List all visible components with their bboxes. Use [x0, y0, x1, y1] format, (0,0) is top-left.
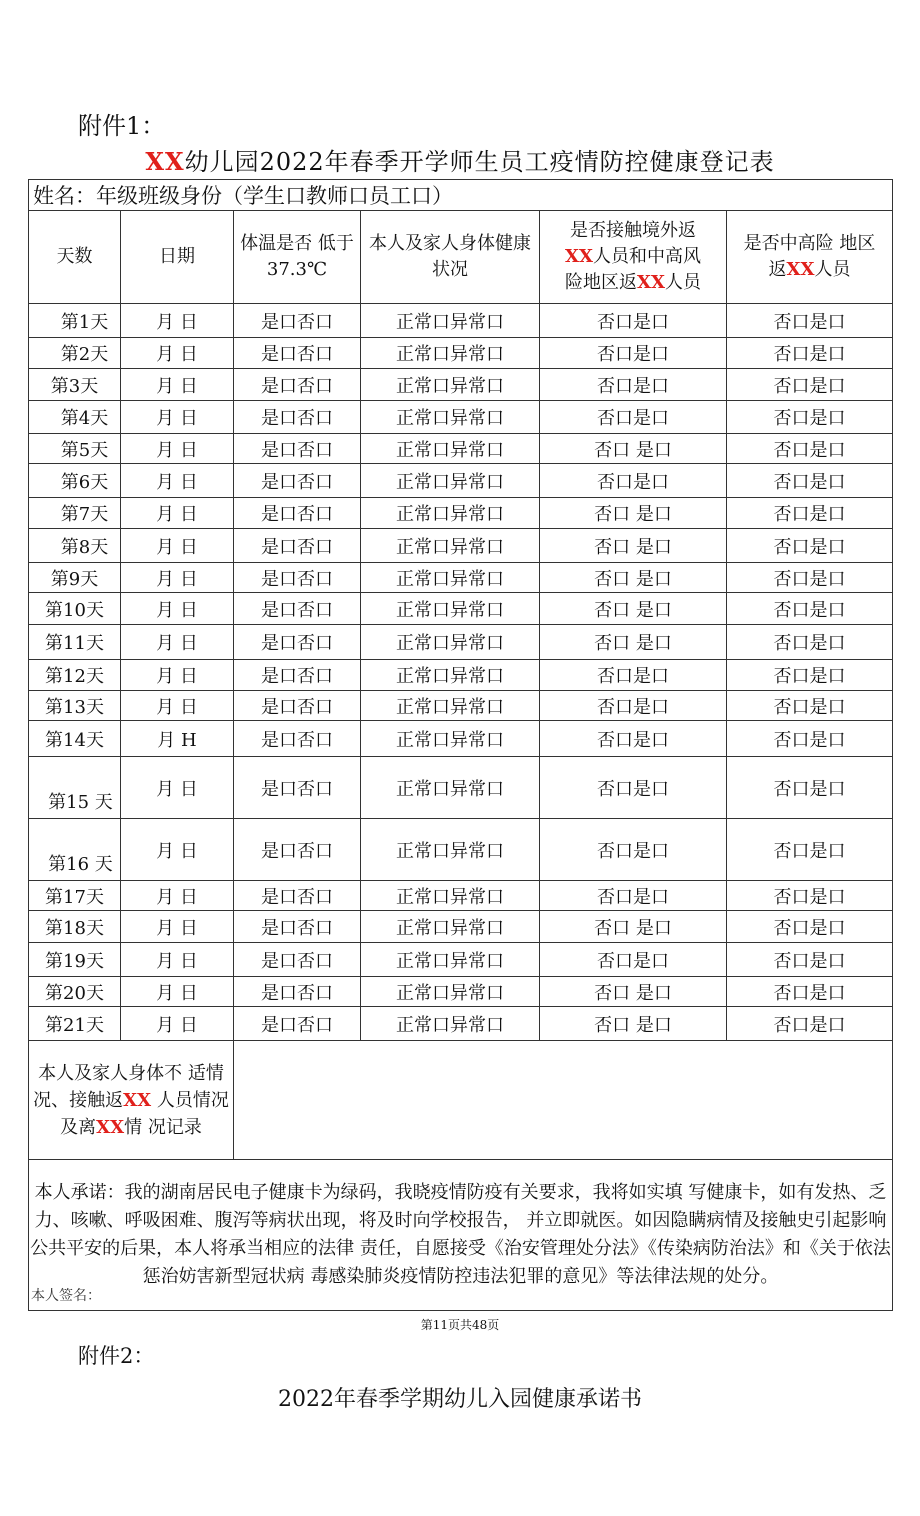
name-row: 姓名：年级班级身份（学生口教师口员工口） [29, 180, 893, 211]
table-row [29, 911, 893, 943]
date-cell: 月 日 [121, 1007, 234, 1041]
notes-label: 本人及家人身体不 适情况、接触返XX 人员情况及离XX情 况记录 [29, 1041, 234, 1160]
temp-checkbox-cell[interactable]: 是口否口 [234, 625, 361, 660]
table-row [29, 369, 893, 401]
health-checkbox-cell[interactable]: 正常口异常口 [361, 434, 540, 464]
day-cell: 第11天 [29, 625, 121, 660]
day-cell: 第9天 [29, 563, 121, 593]
risk-checkbox-cell[interactable]: 否口是口 [727, 304, 893, 338]
header-health: 本人及家人身体健康状况 [361, 211, 540, 304]
temp-checkbox-cell[interactable]: 是口否口 [234, 660, 361, 691]
table-row [29, 498, 893, 529]
day-cell: 第5天 [29, 434, 121, 464]
health-checkbox-cell[interactable]: 正常口异常口 [361, 691, 540, 721]
date-cell: 月 日 [121, 563, 234, 593]
risk-checkbox-cell[interactable]: 否口是口 [727, 911, 893, 943]
date-cell: 月 H [121, 721, 234, 757]
date-cell: 月 日 [121, 757, 234, 819]
health-checkbox-cell[interactable]: 正常口异常口 [361, 369, 540, 401]
risk-checkbox-cell[interactable]: 否口是口 [727, 881, 893, 911]
risk-checkbox-cell[interactable]: 否口是口 [727, 977, 893, 1007]
temp-checkbox-cell[interactable]: 是口否口 [234, 943, 361, 977]
table-row [29, 757, 893, 819]
risk-checkbox-cell[interactable]: 否口是口 [727, 529, 893, 563]
date-cell: 月 日 [121, 464, 234, 498]
date-cell: 月 日 [121, 434, 234, 464]
table-row [29, 401, 893, 434]
day-cell: 第7天 [29, 498, 121, 529]
risk-checkbox-cell[interactable]: 否口是口 [727, 819, 893, 881]
health-checkbox-cell[interactable]: 正常口异常口 [361, 401, 540, 434]
table-row [29, 943, 893, 977]
day-cell: 第16 天 [29, 819, 121, 881]
contact-checkbox-cell[interactable]: 否口是口 [540, 660, 727, 691]
date-cell: 月 日 [121, 498, 234, 529]
table-row [29, 691, 893, 721]
contact-checkbox-cell[interactable]: 否口是口 [540, 304, 727, 338]
temp-checkbox-cell[interactable]: 是口否口 [234, 691, 361, 721]
header-date: 日期 [121, 211, 234, 304]
health-checkbox-cell[interactable]: 正常口异常口 [361, 1007, 540, 1041]
date-cell: 月 日 [121, 911, 234, 943]
header-risk: 是否中高险 地区 返XX人员 [727, 211, 893, 304]
table-row [29, 721, 893, 757]
header-days: 天数 [29, 211, 121, 304]
health-checkbox-cell[interactable]: 正常口异常口 [361, 498, 540, 529]
day-cell: 第1天 [29, 304, 121, 338]
date-cell: 月 日 [121, 338, 234, 369]
risk-checkbox-cell[interactable]: 否口是口 [727, 691, 893, 721]
promise-text: 本人承诺：我的湖南居民电子健康卡为绿码，我晓疫情防疫有关要求，我将如实填 写健康卡，如有发热、乏力、咳嗽、呼吸困难、腹泻等病状出现，将及时向学校报告， 并立即就医。如因隐瞒病情及接触史引起影响公共平安的后果，本人将承当相应的法律 责任，自愿接受《治安管理处分法》《传染病防治法》和《关于依法惩治妨害新型冠状病 毒感染肺炎疫情防控违法犯罪的意见》等法律法规的处分。 本人签名： [29, 1160, 893, 1311]
day-cell: 第17天 [29, 881, 121, 911]
table-row [29, 563, 893, 593]
health-registration-table [28, 179, 893, 1311]
day-cell: 第3天 [29, 369, 121, 401]
risk-checkbox-cell[interactable]: 否口是口 [727, 660, 893, 691]
contact-checkbox-cell[interactable]: 否口 是口 [540, 625, 727, 660]
contact-checkbox-cell[interactable]: 否口 是口 [540, 593, 727, 625]
risk-checkbox-cell[interactable]: 否口是口 [727, 434, 893, 464]
table-row [29, 434, 893, 464]
day-cell: 第4天 [29, 401, 121, 434]
contact-checkbox-cell[interactable]: 否口 是口 [540, 529, 727, 563]
day-cell: 第12天 [29, 660, 121, 691]
health-checkbox-cell[interactable]: 正常口异常口 [361, 529, 540, 563]
temp-checkbox-cell[interactable]: 是口否口 [234, 563, 361, 593]
risk-checkbox-cell[interactable]: 否口是口 [727, 498, 893, 529]
table-row [29, 881, 893, 911]
contact-checkbox-cell[interactable]: 否口是口 [540, 819, 727, 881]
day-cell: 第14天 [29, 721, 121, 757]
day-cell: 第18天 [29, 911, 121, 943]
notes-field[interactable] [234, 1041, 893, 1160]
health-checkbox-cell[interactable]: 正常口异常口 [361, 625, 540, 660]
contact-checkbox-cell[interactable]: 否口 是口 [540, 1007, 727, 1041]
table-row [29, 625, 893, 660]
date-cell: 月 日 [121, 819, 234, 881]
table-row [29, 464, 893, 498]
risk-checkbox-cell[interactable]: 否口是口 [727, 563, 893, 593]
health-checkbox-cell[interactable]: 正常口异常口 [361, 977, 540, 1007]
temp-checkbox-cell[interactable]: 是口否口 [234, 1007, 361, 1041]
commitment-title: 2022年春季学期幼儿入园健康承诺书 [278, 1387, 642, 1412]
table-row [29, 977, 893, 1007]
health-checkbox-cell[interactable]: 正常口异常口 [361, 819, 540, 881]
contact-checkbox-cell[interactable]: 否口是口 [540, 881, 727, 911]
table-row [29, 529, 893, 563]
date-cell: 月 日 [121, 401, 234, 434]
signature-label: 本人签名： [31, 1288, 101, 1304]
table-row [29, 819, 893, 881]
temp-checkbox-cell[interactable]: 是口否口 [234, 593, 361, 625]
day-cell: 第13天 [29, 691, 121, 721]
temp-checkbox-cell[interactable]: 是口否口 [234, 977, 361, 1007]
date-cell: 月 日 [121, 529, 234, 563]
risk-checkbox-cell[interactable]: 否口是口 [727, 338, 893, 369]
day-cell: 第2天 [29, 338, 121, 369]
contact-checkbox-cell[interactable]: 否口是口 [540, 721, 727, 757]
temp-checkbox-cell[interactable]: 是口否口 [234, 498, 361, 529]
temp-checkbox-cell[interactable]: 是口否口 [234, 401, 361, 434]
date-cell: 月 日 [121, 660, 234, 691]
temp-checkbox-cell[interactable]: 是口否口 [234, 529, 361, 563]
contact-checkbox-cell[interactable]: 否口是口 [540, 369, 727, 401]
date-cell: 月 日 [121, 625, 234, 660]
day-cell: 第10天 [29, 593, 121, 625]
contact-checkbox-cell[interactable]: 否口是口 [540, 338, 727, 369]
date-cell: 月 日 [121, 304, 234, 338]
health-checkbox-cell[interactable]: 正常口异常口 [361, 563, 540, 593]
health-checkbox-cell[interactable]: 正常口异常口 [361, 943, 540, 977]
date-cell: 月 日 [121, 369, 234, 401]
temp-checkbox-cell[interactable]: 是口否口 [234, 881, 361, 911]
contact-checkbox-cell[interactable]: 否口是口 [540, 464, 727, 498]
day-cell: 第8天 [29, 529, 121, 563]
form-title [0, 142, 920, 177]
temp-checkbox-cell[interactable]: 是口否口 [234, 819, 361, 881]
risk-checkbox-cell[interactable]: 否口是口 [727, 1007, 893, 1041]
header-row [29, 211, 893, 304]
contact-checkbox-cell[interactable]: 否口是口 [540, 757, 727, 819]
health-checkbox-cell[interactable]: 正常口异常口 [361, 881, 540, 911]
contact-checkbox-cell[interactable]: 否口 是口 [540, 498, 727, 529]
day-cell: 第19天 [29, 943, 121, 977]
temp-checkbox-cell[interactable]: 是口否口 [234, 721, 361, 757]
contact-checkbox-cell[interactable]: 否口 是口 [540, 434, 727, 464]
health-checkbox-cell[interactable]: 正常口异常口 [361, 911, 540, 943]
header-temp: 体温是否 低于37.3℃ [234, 211, 361, 304]
date-cell: 月 日 [121, 593, 234, 625]
health-checkbox-cell[interactable]: 正常口异常口 [361, 660, 540, 691]
contact-checkbox-cell[interactable]: 否口 是口 [540, 911, 727, 943]
table-row [29, 593, 893, 625]
health-checkbox-cell[interactable]: 正常口异常口 [361, 304, 540, 338]
risk-checkbox-cell[interactable]: 否口是口 [727, 757, 893, 819]
health-checkbox-cell[interactable]: 正常口异常口 [361, 338, 540, 369]
table-row [29, 338, 893, 369]
risk-checkbox-cell[interactable]: 否口是口 [727, 721, 893, 757]
notes-row [29, 1041, 893, 1160]
health-checkbox-cell[interactable]: 正常口异常口 [361, 757, 540, 819]
attachment2-label: 附件2： [78, 1344, 155, 1368]
date-cell: 月 日 [121, 943, 234, 977]
temp-checkbox-cell[interactable]: 是口否口 [234, 434, 361, 464]
date-cell: 月 日 [121, 691, 234, 721]
day-cell: 第21天 [29, 1007, 121, 1041]
attachment-label: 附件1： [78, 112, 166, 140]
risk-checkbox-cell[interactable]: 否口是口 [727, 943, 893, 977]
health-checkbox-cell[interactable]: 正常口异常口 [361, 593, 540, 625]
contact-checkbox-cell[interactable]: 否口是口 [540, 943, 727, 977]
contact-checkbox-cell[interactable]: 否口是口 [540, 401, 727, 434]
health-checkbox-cell[interactable]: 正常口异常口 [361, 464, 540, 498]
day-cell: 第20天 [29, 977, 121, 1007]
temp-checkbox-cell[interactable]: 是口否口 [234, 369, 361, 401]
contact-checkbox-cell[interactable]: 否口是口 [540, 691, 727, 721]
contact-checkbox-cell[interactable]: 否口 是口 [540, 563, 727, 593]
temp-checkbox-cell[interactable]: 是口否口 [234, 757, 361, 819]
table-row [29, 304, 893, 338]
contact-checkbox-cell[interactable]: 否口 是口 [540, 977, 727, 1007]
promise-row [29, 1160, 893, 1311]
risk-checkbox-cell[interactable]: 否口是口 [727, 369, 893, 401]
date-cell: 月 日 [121, 977, 234, 1007]
day-cell: 第15 天 [29, 757, 121, 819]
title-prefix: XX [145, 147, 185, 176]
risk-checkbox-cell[interactable]: 否口是口 [727, 625, 893, 660]
temp-checkbox-cell[interactable]: 是口否口 [234, 338, 361, 369]
risk-checkbox-cell[interactable]: 否口是口 [727, 401, 893, 434]
page-number: 第11页共48页 [420, 1318, 500, 1332]
temp-checkbox-cell[interactable]: 是口否口 [234, 304, 361, 338]
health-checkbox-cell[interactable]: 正常口异常口 [361, 721, 540, 757]
temp-checkbox-cell[interactable]: 是口否口 [234, 464, 361, 498]
date-cell: 月 日 [121, 881, 234, 911]
day-cell: 第6天 [29, 464, 121, 498]
temp-checkbox-cell[interactable]: 是口否口 [234, 911, 361, 943]
table-row [29, 660, 893, 691]
table-row [29, 1007, 893, 1041]
header-contact: 是否接触境外返 XX人员和中高风 险地区返XX人员 [540, 211, 727, 304]
risk-checkbox-cell[interactable]: 否口是口 [727, 593, 893, 625]
risk-checkbox-cell[interactable]: 否口是口 [727, 464, 893, 498]
title-rest: 幼儿园2022年春季开学师生员工疫情防控健康登记表 [184, 148, 775, 176]
